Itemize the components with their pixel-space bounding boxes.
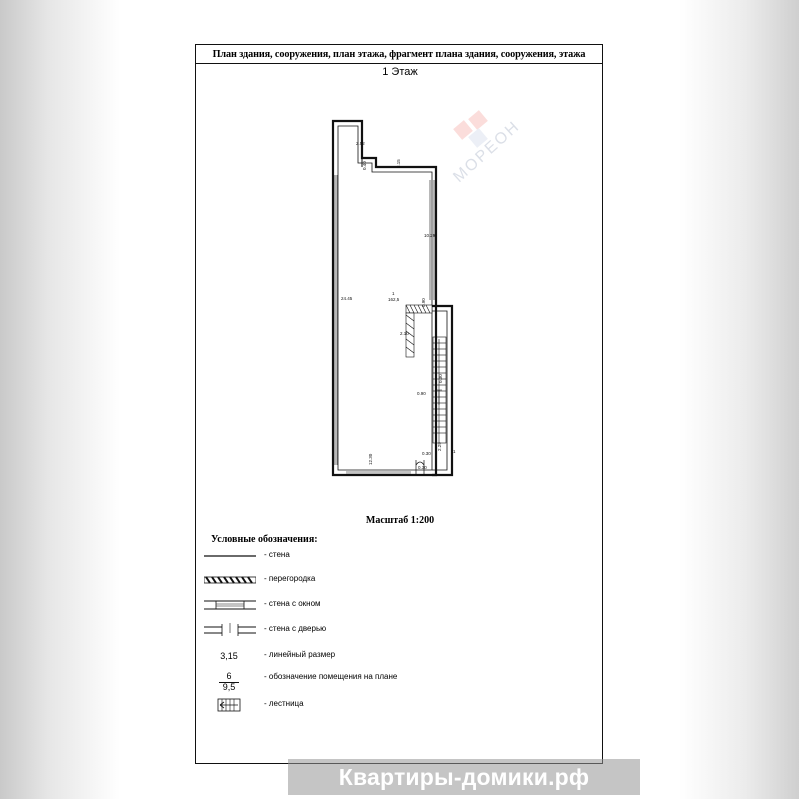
dim-label: 2.52 [356,141,365,146]
legend-item-wall [204,549,584,563]
dim-label: 2.29 [437,442,442,451]
room-area-sample: 9,5 [222,682,236,692]
legend-label: - лестница [264,699,304,708]
partition [406,305,432,357]
partition-symbol [204,573,256,587]
dim-label: 0.40 [362,161,367,170]
legend-item-window-wall [204,598,584,612]
legend-item-partition [204,573,584,587]
window-left-wall [335,175,337,465]
dim-label: 0.30 [418,465,427,470]
legend-label: - линейный размер [264,650,336,659]
room-number: 1 [392,291,395,296]
legend-label: - стена с дверью [264,624,327,633]
window-bottom-wall [346,472,411,474]
legend-label: - стена с окном [264,599,321,608]
legend-item-door-wall [204,623,584,637]
floor-plan-sheet [195,44,603,764]
dim-label: 10.29 [424,233,436,238]
legend-label: - обозначение помещения на плане [264,672,398,681]
watermark-text: МОРЕОН [450,117,524,186]
legend-item-linear-dimension [204,649,584,663]
dim-label: 24.45 [341,296,353,301]
window-wall-symbol [204,598,256,612]
floor-plan-drawing [196,45,604,515]
dim-label: 0.30 [438,374,443,383]
legend-item-stairs [204,698,584,712]
dim-label: 3.15 [396,159,401,168]
room-area: 162,5 [388,297,400,302]
dim-label: 0.90 [417,391,426,396]
room-number-sample: 6 [226,671,232,681]
background-shadow-left [0,0,120,799]
brand-watermark-banner: Квартиры-домики.рф [288,759,640,795]
background-shadow-right [679,0,799,799]
sheet-title: План здания, сооружения, план этажа, фрагмент плана здания, сооружения, этажа [196,45,602,64]
legend-item-room-designation [204,671,584,693]
dim-label: 0.30 [422,451,431,456]
linear-dimension-symbol [204,649,256,663]
room-designation-symbol [204,671,256,693]
dim-label: 0.90 [421,298,426,307]
dim-label: 12.30 [368,453,373,465]
dimension-sample: 3,15 [220,651,238,661]
scale-label: Масштаб 1:200 [365,515,435,526]
stairs-symbol [204,698,256,712]
door-wall-symbol [204,623,256,637]
wall-symbol [204,549,256,563]
floor-label: 1 Этаж [382,66,418,78]
dim-label: 1 [453,449,456,454]
legend-title: Условные обозначения: [211,534,318,545]
legend-label: - стена [264,550,290,559]
legend-label: - перегородка [264,574,316,583]
dim-label: 2.10 [400,331,409,336]
